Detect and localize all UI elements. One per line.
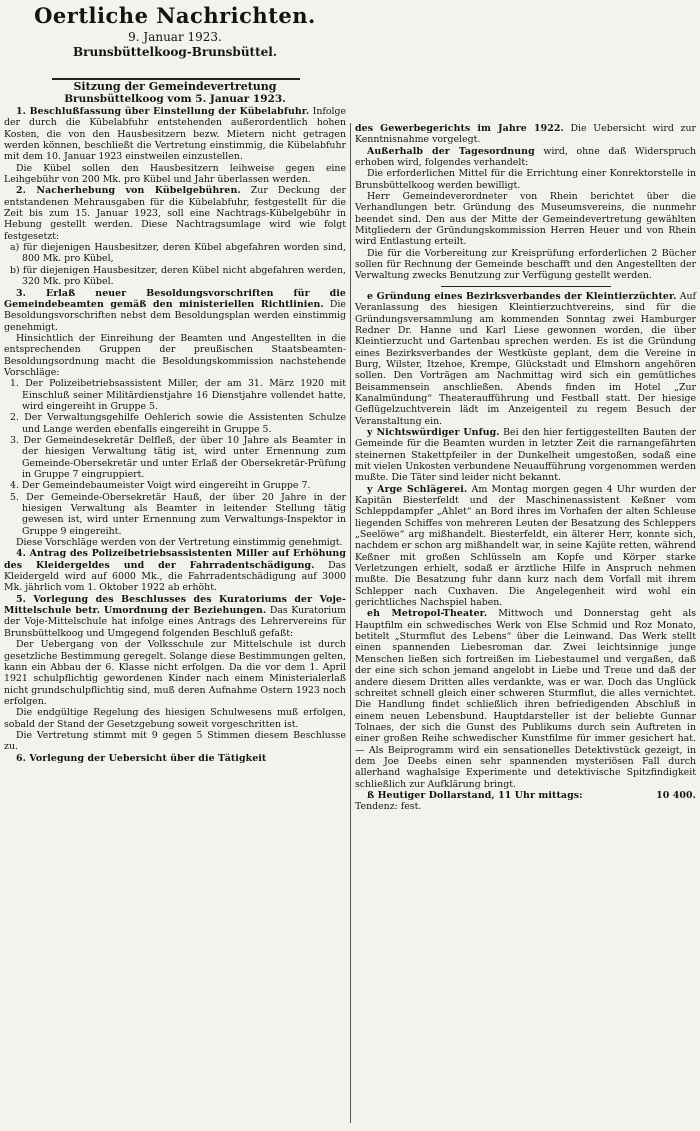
- paragraph: Die Vertretung stimmt mit 9 gegen 5 Stimmen diesem Beschlusse zu.: [4, 729, 346, 753]
- item-heading: 6. Vorlegung der Uebersicht über die Tätigkeit: [16, 752, 267, 764]
- news-text: Am Montag morgen gegen 4 Uhr wurden der Kapitän Biesterfeldt und der Maschinenassistent Keßner vom Schleppdampfer „Ahlet“ an Bord ihres im Vorhafen der alten Schleuse liegenden Schiffes von mehreren Leuten der Besatzung des Schleppers „Seelöwe“ arg mißhandelt. Biesterfeldt, ein älterer Herr, konnte sich, nachdem er schon arg mißhandelt war, in seine Kajüte retten, während Keßner mit großen Schlüsseln am Kopfe und Körper starke Verletzungen erhielt, sodaß er ärztliche Hilfe in Anspruch nehmen mußte. Die Besatzung fuhr dann kurz nach dem Vorfall mit ihrem Schlepper nach Cuxhaven. Die Angelegenheit wird wohl ein gerichtliches Nachspiel haben.: [355, 483, 696, 609]
- masthead: Oertliche Nachrichten.: [34, 3, 316, 28]
- dollar-value: 10 400.: [656, 789, 696, 801]
- item-heading: 3. Erlaß neuer Besoldungsvorschriften für die Gemeindebeamten gemäß den ministeriellen Richtlinien.: [4, 287, 346, 310]
- item-text: Das Kleidergeld wird auf 6000 Mk., die Fahrradentschädigung auf 3000 Mk. jährlich vom 1. Oktober 1922 ab erhöht.: [4, 559, 346, 594]
- masthead-block: [0, 4, 350, 60]
- paragraph: Herr Gemeindeverordneter von Rhein berichtet über die Verhandlungen betr. Gründung des Museumsvereins, die nunmehr beendet sind. Den aus der Mitte der Gemeindevertretung gewählten Mitgliedern der Gründungskommission Herren Heuer und von Rhein wird Entlastung erteilt.: [355, 191, 696, 248]
- item-text: Das Kuratorium der Voje-Mittelschule hat infolge eines Antrags des Lehrervereins für Brunsbüttelkoog und Umgegend folgenden Beschluß gefaßt:: [4, 605, 346, 639]
- paragraph: Die erforderlichen Mittel für die Errichtung einer Konrektorstelle in Brunsbüttelkoog werden bewilligt.: [355, 168, 696, 191]
- paragraph: [4, 185, 346, 242]
- right-column: [355, 123, 696, 813]
- place-line: Brunsbüttelkoog-Brunsbüttel.: [73, 45, 277, 59]
- item-text: Zur Deckung der entstandenen Mehrausgaben für die Kübelabfuhr, festgestellt für die Zeit bis zum 15. Januar 1923, soll eine Nachtrags-Kübelgebühr in Hebung gestellt werden. Diese Nachtragsumlage wird wie folgt festgesetzt:: [4, 185, 346, 242]
- list-item: a) für diejenigen Hausbesitzer, deren Kübel abgefahren worden sind, 800 Mk. pro Kübel,: [10, 242, 346, 265]
- news-heading: eh Metropol-Theater.: [367, 608, 488, 620]
- item-heading: 2. Nacherhebung von Kübelgebühren.: [16, 185, 241, 197]
- fee-list: [4, 242, 346, 287]
- dollar-rate-line: [355, 790, 696, 801]
- news-text: Mittwoch und Donnerstag geht als Hauptfilm ein schwedisches Werk von Else Schmid und Roz Monato, betitelt „Sturmflut des Lebens“ über die Leinwand. Das Werk stellt einen spannenden Liebesroman dar. Zwei leichtsinnige junge Menschen ließen sich fortreißen im Liebestaumel und vergaßen, daß der eine sich schon jemand angelobt in Liebe und Treue und daß der andere diesem Dritten alles verdankte, was er war. Doch das Unglück schreitet schnell gleich einer schweren Sturmflut, die alles vernichtet. Die Handlung findet schließlich ihren befriedigenden Abschluß in einem neuen Lebensbund. Hauptdarsteller ist der beliebte Gunnar Tolnaes, der sich die Gunst des Publikums durch sein Auftreten in einer großen Reihe schwedischer Kunstfilme für immer gesichert hat.— Als Beiprogramm wird ein sensationelles Detektivstück gezeigt, in dem Joe Deebs einen sehr spannenden mysteriösen Fall durch allerhand waghalsige Experimente und detektivische Spitzfindigkeit schließlich zur Aufklärung bringt.: [355, 608, 696, 790]
- news-heading: y Arge Schlägerei.: [367, 483, 468, 495]
- item-text: wird, ohne daß Widerspruch erhoben wird, folgendes verhandelt:: [355, 145, 697, 169]
- news-text: Auf Veranlassung des hiesigen Kleintierzuchtvereins, sind für die Gründungsversammlung am kommenden Sonntag zwei Hamburger Redner Dr. Hanne und Karl Liese gewonnen worden, die über Kleintierzucht und Gartenbau sprechen werden. Es ist die Gründung eines Bezirksverbandes der Westküste geplant, dem die Vereine in Burg, Wilster, Itzehoe, Krempe, Glückstadt und Elmshorn angehören sollen. Den Vorträgen am Nachmittag wird sich ein gemütliches Beisammensein anschließen. Abends finden im Hotel „Zur Kanalmündung“ Theateraufführung und Festball statt. Der hiesige Geflügelzuchtverein lädt im Anzeigenteil zu regem Besuch der Veranstaltung ein.: [355, 290, 696, 427]
- paragraph: [355, 123, 696, 146]
- item-heading: des Gewerbegerichts im Jahre 1922.: [355, 123, 564, 134]
- column-divider: [350, 123, 351, 1123]
- list-item: 1. Der Polizeibetriebsassistent Miller, der am 31. März 1920 mit Einschluß seiner Militärdienstjahre 16 Dienstjahre vollendet hatte, wird eingereiht in Gruppe 5.: [10, 378, 346, 412]
- proposal-list: [4, 378, 346, 537]
- paragraph: Der Uebergang von der Volksschule zur Mittelschule ist durch gesetzliche Bestimmung geregelt. Solange diese Bestimmungen gelten, kann ein Abbau der 6. Klasse nicht erfolgen. Da die vor dem 1. April 1921 schulpflichtig gewordenen Kinder nach einem Ministerialerlaß nicht grundschulpflichtig sind, muß deren Aufnahme Ostern 1923 noch erfolgen.: [4, 639, 346, 707]
- paragraph: [355, 484, 696, 609]
- article-title: Sitzung der Gemeindevertretung: [73, 80, 277, 93]
- paragraph: Die für die Vorbereitung zur Kreisprüfung erforderlichen 2 Bücher sollen für Rechnung der Gemeinde beschafft und den Angestellten der Verwaltung zwecks Benutzung zur Verfügung gestellt werden.: [355, 247, 696, 282]
- news-heading: y Nichtswürdiger Unfug.: [367, 426, 500, 438]
- issue-date: 9. Januar 1923.: [128, 30, 222, 44]
- news-heading: e Gründung eines Bezirksverbandes der Kleintierzüchter.: [367, 290, 677, 302]
- paragraph: [355, 608, 696, 790]
- paragraph: Die Kübel sollen den Hausbesitzern leihweise gegen eine Leihgebühr von 200 Mk. pro Kübel und Jahr überlassen werden.: [4, 162, 346, 186]
- paragraph: [4, 753, 346, 764]
- section-separator: [441, 286, 611, 287]
- item-heading: 5. Vorlegung des Beschlusses des Kuratoriums der Voje-Mittelschule betr. Umordnung der Beziehungen.: [4, 593, 346, 617]
- item-heading: Außerhalb der Tagesordnung: [367, 145, 535, 157]
- list-item: 4. Der Gemeindebaumeister Voigt wird eingereiht in Gruppe 7.: [10, 480, 311, 492]
- list-item: 5. Der Gemeinde-Obersekretär Hauß, der über 20 Jahre in der hiesigen Verwaltung als Beamter in leitender Stellung tätig gewesen ist, wird unter Ernennung zum Verwaltungs-Inspektor in Gruppe 9 eingereiht.: [10, 491, 346, 537]
- list-item: 3. Der Gemeindesekretär Delfleß, der über 10 Jahre als Beamter in der hiesigen Verwaltung tätig ist, wird unter Ernennung zum Gemeinde-Obersekretär und unter Erlaß der Obersekretär-Prüfung in Gruppe 7 eingruppiert.: [10, 434, 346, 480]
- paragraph: [355, 146, 696, 169]
- tendency-line: Tendenz: fest.: [355, 801, 422, 813]
- item-heading: 1. Beschlußfassung über Einstellung der Kübelabfuhr.: [16, 106, 310, 117]
- news-text: Bei den hier fertiggestellten Bauten der Gemeinde für die Beamten wurden in letzter Zeit die rarnangefährten steinernen Stakettpfeiler in der Dunkelheit umgestoßen, sodaß eine mit vielen Unkosten verbundene Neuaufführung vorgenommen werden mußte. Die Täter sind leider nicht bekannt.: [355, 426, 696, 484]
- item-text: Die Besoldungsvorschriften nebst dem Besoldungsplan werden einstimmig genehmigt.: [4, 298, 346, 333]
- paragraph: [4, 288, 346, 333]
- list-item: b) für diejenigen Hausbesitzer, deren Kübel nicht abgefahren werden, 320 Mk. pro Kübel.: [10, 264, 346, 288]
- paragraph: [4, 594, 346, 639]
- paragraph: Diese Vorschläge werden von der Vertretung einstimmig genehmigt.: [16, 537, 343, 549]
- dollar-label: ß Heutiger Dollarstand, 11 Uhr mittags:: [367, 789, 583, 801]
- article-subtitle: Brunsbüttelkoog vom 5. Januar 1923.: [64, 93, 286, 105]
- paragraph: [4, 548, 346, 593]
- paragraph: [355, 291, 696, 427]
- paragraph: [4, 106, 346, 163]
- list-item: 2. Der Verwaltungsgehilfe Oehlerich sowie die Assistenten Schulze und Lange werden ebenfalls eingereiht in Gruppe 5.: [10, 412, 346, 435]
- item-heading: 4. Antrag des Polizeibetriebsassistenten Miller auf Erhöhung des Kleidergeldes und der Fahrradentschädigung.: [4, 548, 346, 571]
- left-column: [4, 80, 346, 764]
- paragraph: [355, 427, 696, 484]
- item-text: Infolge der durch die Kübelabfuhr entstehenden außerordentlich hohen Kosten, die von den Hausbesitzern bezw. Mietern nicht getragen werden können, beschließt die Vertretung einstimmig, die Kübelabfuhr mit dem 10. Januar 1923 einstweilen einzustellen.: [4, 106, 347, 163]
- item-text: Die Uebersicht wird zur Kenntnisnahme vorgelegt.: [355, 123, 696, 146]
- paragraph: Die endgültige Regelung des hiesigen Schulwesens muß erfolgen, sobald der Stand der Gesetzgebung soweit vorgeschritten ist.: [4, 707, 346, 730]
- paragraph: Hinsichtlich der Einreihung der Beamten und Angestellten in die entsprechenden Gruppen der preußischen Staatsbeamten-Besoldungsordnung macht die Besoldungskommission nachstehende Vorschläge:: [4, 332, 346, 378]
